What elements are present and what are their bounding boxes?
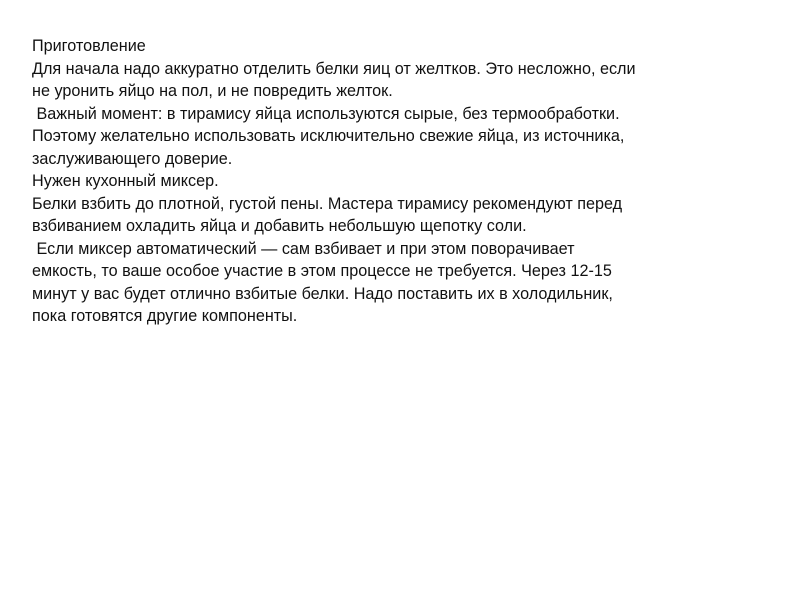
recipe-text-block (32, 35, 782, 328)
text-line-6: Нужен кухонный миксер. (32, 172, 219, 190)
text-line-5: заслуживающего доверие. (32, 149, 233, 168)
text-line-4: Поэтому желательно использовать исключительно свежие яйца, из источника, (32, 127, 625, 145)
text-line-11: минут у вас будет отлично взбитые белки. Надо поставить их в холодильник, (32, 284, 613, 303)
text-line-3: Важный момент: в тирамису яйца используются сырые, без термообработки. (32, 104, 620, 123)
text-line-12: пока готовятся другие компоненты. (32, 307, 298, 325)
text-line-2: не уронить яйцо на пол, и не повредить желток. (32, 82, 393, 100)
text-line-9: Если миксер автоматический — сам взбивает и при этом поворачивает (32, 239, 575, 258)
text-line-7: Белки взбить до плотной, густой пены. Мастера тирамису рекомендуют перед (32, 194, 623, 213)
text-line-10: емкость, то ваше особое участие в этом процессе не требуется. Через 12-15 (32, 262, 612, 280)
text-line-1: Для начала надо аккуратно отделить белки яиц от желтков. Это несложно, если (32, 59, 636, 78)
text-line-8: взбиванием охладить яйца и добавить небольшую щепотку соли. (32, 217, 527, 235)
heading-preparation: Приготовление (32, 37, 146, 55)
